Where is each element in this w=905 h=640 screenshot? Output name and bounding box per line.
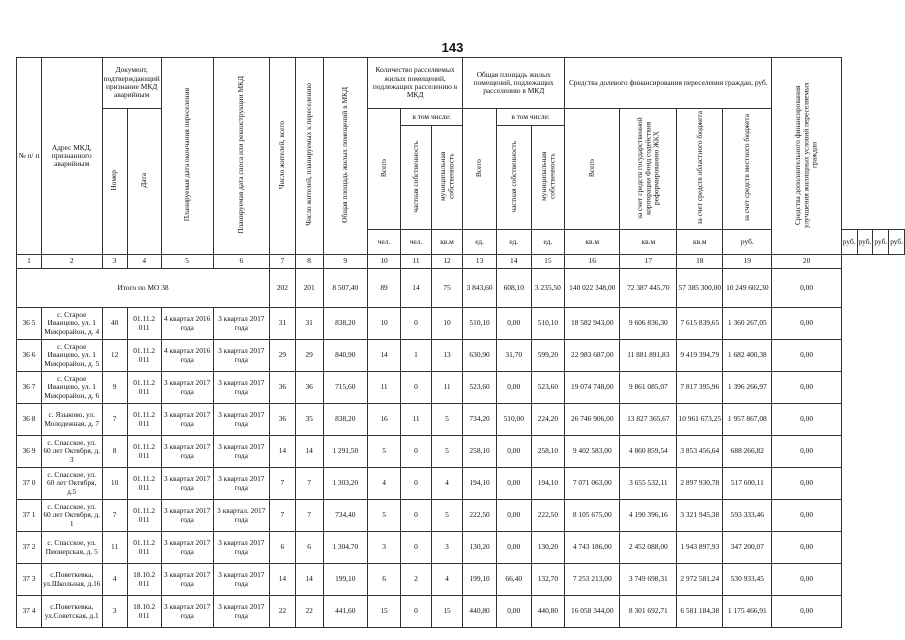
header-total-area: Общая площадь жилых помещений в МКД <box>340 86 350 223</box>
table-cell: 224,20 <box>531 404 565 436</box>
table-row <box>17 500 905 532</box>
table-cell: 14 <box>270 564 296 596</box>
unit-cell: ед. <box>496 230 531 255</box>
table-cell: 16 <box>367 404 400 436</box>
table-cell: 5 <box>367 500 400 532</box>
table-cell: 10 <box>367 308 400 340</box>
table-cell: 10 961 673,25 <box>677 404 723 436</box>
table-row <box>17 308 905 340</box>
table-cell: 3 <box>102 596 127 628</box>
table-cell: 441,60 <box>323 596 367 628</box>
table-cell: 11 <box>431 372 462 404</box>
address-cell: с. Спасское, ул. 60 лет Октября, д. 3 <box>41 436 102 468</box>
table-cell: 14 <box>270 436 296 468</box>
table-cell: 0 <box>401 468 432 500</box>
total-cell: 14 <box>401 269 432 308</box>
table-cell: 1 304,70 <box>323 532 367 564</box>
table-cell: 3 квартал 2017 года <box>161 436 213 468</box>
table-cell: 35 <box>295 404 323 436</box>
total-cell: 89 <box>367 269 400 308</box>
table-cell: 3 квартал 2017 года <box>213 340 270 372</box>
table-cell: 36 <box>295 372 323 404</box>
table-cell: 2 <box>401 564 432 596</box>
table-cell: 7 615 839,65 <box>677 308 723 340</box>
total-cell: 0,00 <box>772 269 841 308</box>
table-cell: 3 квартал 2017 года <box>161 564 213 596</box>
column-number-cell: 1 <box>17 255 42 269</box>
table-cell: 0 <box>401 308 432 340</box>
table-cell: 199,10 <box>323 564 367 596</box>
table-cell: 3 квартал 2017 года <box>213 308 270 340</box>
address-cell: с. Спасское, ул. Пионерская, д. 5 <box>41 532 102 564</box>
address-cell: с.Поветкевка, ул.Советская, д.1 <box>41 596 102 628</box>
total-label: Итого по МО 38 <box>17 269 270 308</box>
table-cell: 37 1 <box>17 500 42 532</box>
header-rooms-municipal: муниципальная собственность <box>437 151 456 201</box>
table-cell: 510,10 <box>463 308 497 340</box>
table-row <box>17 404 905 436</box>
table-cell: 0,00 <box>772 340 841 372</box>
table-cell: 1 682 400,38 <box>723 340 772 372</box>
table-cell: 222,50 <box>531 500 565 532</box>
header-area-including: в том числе: <box>496 109 564 126</box>
table-cell: 347 200,07 <box>723 532 772 564</box>
table-cell: 3 квартал 2017 года <box>161 468 213 500</box>
table-cell: 734,40 <box>323 500 367 532</box>
table-cell: 7 <box>270 468 296 500</box>
table-cell: 36 5 <box>17 308 42 340</box>
resettlement-table <box>16 57 905 628</box>
unit-cell: чел. <box>401 230 432 255</box>
header-planned-resettlement: Планируемая дата окончания переселения <box>181 88 191 222</box>
column-number-cell: 5 <box>161 255 213 269</box>
column-number-cell: 8 <box>295 255 323 269</box>
address-cell: с.Поветкевка, ул.Школьная, д.16 <box>41 564 102 596</box>
table-cell: 18.10.2 011 <box>127 564 161 596</box>
table-cell: 1 175 466,91 <box>723 596 772 628</box>
table-cell: 36 6 <box>17 340 42 372</box>
table-cell: 11 <box>102 532 127 564</box>
address-cell: с. Языково, ул. Молодежная, д. 7 <box>41 404 102 436</box>
table-cell: 9 402 583,00 <box>565 436 620 468</box>
header-area-municipal: муниципальная собственность <box>538 151 556 201</box>
table-cell: 0,00 <box>496 532 531 564</box>
table-cell: 3 квартал 2017 года <box>213 468 270 500</box>
total-cell: 3 235,50 <box>531 269 565 308</box>
table-cell: 4 <box>431 564 462 596</box>
header-rooms-total: Всего <box>378 158 388 177</box>
header-funding-local: за счет средств местного бюджета <box>742 114 752 222</box>
table-cell: 0 <box>401 596 432 628</box>
unit-cell: руб. <box>889 230 905 255</box>
header-rooms-count: Количество расселяемых жилых помещений, подлежащих расселению в МКД <box>367 58 462 109</box>
table-cell: 7 <box>295 468 323 500</box>
table-cell: 5 <box>431 436 462 468</box>
table-cell: 14 <box>367 340 400 372</box>
table-cell: 132,70 <box>531 564 565 596</box>
table-cell: 3 квартал 2017 года <box>213 596 270 628</box>
table-cell: 3 321 945,38 <box>677 500 723 532</box>
column-number-cell: 20 <box>772 255 841 269</box>
unit-cell: руб. <box>841 230 857 255</box>
header-area-total: Всего <box>474 158 484 177</box>
table-cell: 29 <box>270 340 296 372</box>
table-cell: 37 2 <box>17 532 42 564</box>
table-cell: 517 600,11 <box>723 468 772 500</box>
column-numbers-row <box>17 255 905 269</box>
table-cell: 0,00 <box>496 436 531 468</box>
table-cell: 4 <box>102 564 127 596</box>
table-cell: 3 квартал 2017 года <box>213 372 270 404</box>
table-cell: 36 <box>270 404 296 436</box>
table-cell: 9 606 836,30 <box>620 308 677 340</box>
table-cell: 838,20 <box>323 404 367 436</box>
table-cell: 7 253 213,00 <box>565 564 620 596</box>
column-number-cell: 7 <box>270 255 296 269</box>
header-residents-planned: Число жителей, планируемых к переселению <box>304 83 313 227</box>
column-number-cell: 16 <box>565 255 620 269</box>
total-cell: 10 249 602,30 <box>723 269 772 308</box>
table-cell: 5 <box>367 436 400 468</box>
table-cell: 18 582 943,00 <box>565 308 620 340</box>
table-cell: 31 <box>295 308 323 340</box>
header-address: Адрес МКД, признанного аварийным <box>41 58 102 255</box>
table-cell: 0,00 <box>772 436 841 468</box>
table-cell: 14 <box>295 564 323 596</box>
table-cell: 3 <box>367 532 400 564</box>
column-number-cell: 3 <box>102 255 127 269</box>
table-cell: 1 303,20 <box>323 468 367 500</box>
header-funding-fund: за счет средств государственной корпорации Фонд содействия реформированию ЖКХ <box>634 117 661 219</box>
header-additional-funding: Средства дополнительного финансирования улучшения жилищных условий переселяемых граждан <box>793 81 819 228</box>
table-cell: 1 943 897,93 <box>677 532 723 564</box>
header-rooms-including: в том числе: <box>401 109 463 126</box>
table-cell: 0,00 <box>772 468 841 500</box>
unit-cell: чел. <box>367 230 400 255</box>
table-cell: 0,00 <box>772 404 841 436</box>
table-cell: 37 0 <box>17 468 42 500</box>
unit-cell: ед. <box>463 230 497 255</box>
table-cell: 11 <box>367 372 400 404</box>
column-number-cell: 9 <box>323 255 367 269</box>
column-number-cell: 14 <box>496 255 531 269</box>
table-cell: 0,00 <box>496 372 531 404</box>
table-cell: 0 <box>401 372 432 404</box>
table-cell: 4 <box>367 468 400 500</box>
table-cell: 9 <box>102 372 127 404</box>
table-cell: 0,00 <box>496 500 531 532</box>
table-cell: 3 квартал 2017 года <box>213 564 270 596</box>
table-cell: 3 квартал 2017 года <box>161 372 213 404</box>
header-planned-demolition: Планируемая дата сноса или реконструкции МКД <box>236 75 246 234</box>
table-cell: 0,00 <box>772 596 841 628</box>
table-cell: 5 <box>431 404 462 436</box>
table-cell: 7 <box>102 500 127 532</box>
unit-cell: руб. <box>723 230 772 255</box>
table-cell: 8 <box>102 436 127 468</box>
table-cell: 6 <box>367 564 400 596</box>
table-row <box>17 532 905 564</box>
table-cell: 840,90 <box>323 340 367 372</box>
column-number-cell: 2 <box>41 255 102 269</box>
table-cell: 01.11.2 011 <box>127 308 161 340</box>
address-cell: с. Спасское, ул. 60 лет Октября, д. 1 <box>41 500 102 532</box>
table-cell: 1 360 267,05 <box>723 308 772 340</box>
table-cell: 3 <box>431 532 462 564</box>
unit-cell: кв.м <box>620 230 677 255</box>
header-doc-number: Номер <box>109 170 119 191</box>
table-cell: 3 квартал 2017 года <box>161 596 213 628</box>
column-number-cell: 11 <box>401 255 432 269</box>
header-funding-regional: за счет средств областного бюджета <box>694 111 704 225</box>
table-cell: 1 291,50 <box>323 436 367 468</box>
table-cell: 0,00 <box>496 468 531 500</box>
table-cell: 194,10 <box>463 468 497 500</box>
total-cell: 201 <box>295 269 323 308</box>
total-cell: 57 385 300,00 <box>677 269 723 308</box>
unit-cell: кв.м <box>565 230 620 255</box>
total-cell: 608,10 <box>496 269 531 308</box>
table-cell: 15 <box>367 596 400 628</box>
column-number-cell: 4 <box>127 255 161 269</box>
table-cell: 13 <box>431 340 462 372</box>
table-cell: 6 581 184,38 <box>677 596 723 628</box>
table-cell: 36 8 <box>17 404 42 436</box>
table-cell: 194,10 <box>531 468 565 500</box>
total-cell: 202 <box>270 269 296 308</box>
table-cell: 0,00 <box>772 500 841 532</box>
table-cell: 510,10 <box>531 308 565 340</box>
table-cell: 440,80 <box>531 596 565 628</box>
table-cell: 258,10 <box>531 436 565 468</box>
table-cell: 13 827 365,67 <box>620 404 677 436</box>
table-cell: 6 <box>295 532 323 564</box>
unit-cell: руб. <box>857 230 873 255</box>
table-cell: 9 419 394,79 <box>677 340 723 372</box>
header-doc-date-cell <box>127 109 161 255</box>
column-number-cell: 17 <box>620 255 677 269</box>
table-cell: 7 817 395,96 <box>677 372 723 404</box>
page-number: 143 <box>441 40 464 55</box>
address-cell: с. Старое Иванцево, ул. 1 Микрорайон, д. 5 <box>41 340 102 372</box>
table-cell: 01.11.2 011 <box>127 532 161 564</box>
table-cell: 01.11.2 011 <box>127 500 161 532</box>
table-cell: 16 058 344,00 <box>565 596 620 628</box>
table-cell: 11 <box>401 404 432 436</box>
table-row <box>17 436 905 468</box>
table-row <box>17 596 905 628</box>
table-cell: 4 190 396,16 <box>620 500 677 532</box>
header-area-resettled: Общая площадь жилых помещений, подлежащих расселению в МКД <box>463 58 565 109</box>
table-cell: 31 <box>270 308 296 340</box>
table-cell: 29 <box>295 340 323 372</box>
table-cell: 5 <box>431 500 462 532</box>
header-doc-date: Дата <box>139 172 149 188</box>
table-cell: 222,50 <box>463 500 497 532</box>
table-cell: 0 <box>401 436 432 468</box>
table-cell: 7 <box>295 500 323 532</box>
table-cell: 37 3 <box>17 564 42 596</box>
table-cell: 40 <box>102 308 127 340</box>
table-cell: 7 071 063,00 <box>565 468 620 500</box>
table-cell: 8 301 692,71 <box>620 596 677 628</box>
table-cell: 130,20 <box>463 532 497 564</box>
table-cell: 15 <box>431 596 462 628</box>
table-row <box>17 340 905 372</box>
table-cell: 3 квартал. 2017 года <box>213 500 270 532</box>
total-cell: 8 507,40 <box>323 269 367 308</box>
column-number-cell: 13 <box>463 255 497 269</box>
table-cell: 0,00 <box>772 564 841 596</box>
table-cell: 4 <box>431 468 462 500</box>
table-cell: 2 897 930,78 <box>677 468 723 500</box>
table-cell: 36 7 <box>17 372 42 404</box>
table-cell: 01.11.2 011 <box>127 468 161 500</box>
table-cell: 4 743 186,00 <box>565 532 620 564</box>
table-cell: 6 <box>270 532 296 564</box>
table-cell: 37 4 <box>17 596 42 628</box>
table-cell: 01.11.2 011 <box>127 340 161 372</box>
table-cell: 0 <box>401 532 432 564</box>
header-funding-total: Всего <box>587 158 597 177</box>
total-cell: 72 387 445,70 <box>620 269 677 308</box>
table-cell: 3 квартал 2017 года <box>161 404 213 436</box>
table-cell: 26 746 906,00 <box>565 404 620 436</box>
table-cell: 0 <box>401 500 432 532</box>
table-row <box>17 564 905 596</box>
table-cell: 01.11.2 011 <box>127 372 161 404</box>
table-cell: 734,20 <box>463 404 497 436</box>
table-cell: 3 квартал 2017 года <box>161 532 213 564</box>
table-cell: 510,00 <box>496 404 531 436</box>
table-cell: 599,20 <box>531 340 565 372</box>
total-cell: 75 <box>431 269 462 308</box>
table-cell: 12 <box>102 340 127 372</box>
column-number-cell: 12 <box>431 255 462 269</box>
table-cell: 0,00 <box>496 596 531 628</box>
table-cell: 0,00 <box>772 372 841 404</box>
column-number-cell: 10 <box>367 255 400 269</box>
table-cell: 66,40 <box>496 564 531 596</box>
unit-cell: ед. <box>531 230 565 255</box>
table-cell: 22 <box>295 596 323 628</box>
table-cell: 688 266,82 <box>723 436 772 468</box>
header-residents-total: Число жителей, всего <box>277 120 287 189</box>
header-doc-number-cell <box>102 109 127 255</box>
table-cell: 4 860 859,54 <box>620 436 677 468</box>
table-cell: 1 <box>401 340 432 372</box>
unit-cell: кв.м <box>431 230 462 255</box>
table-row <box>17 468 905 500</box>
table-cell: 715,60 <box>323 372 367 404</box>
address-cell: с. Старое Иванцево, ул. 1 Микрорайон, д. 4 <box>41 308 102 340</box>
table-cell: 3 квартал 2017 года <box>161 500 213 532</box>
header-document: Документ, подтверждающий признание МКД аварийным <box>102 58 161 109</box>
table-cell: 3 749 698,31 <box>620 564 677 596</box>
table-cell: 14 <box>295 436 323 468</box>
table-cell: 01.11.2 011 <box>127 436 161 468</box>
table-cell: 838,20 <box>323 308 367 340</box>
header-number: № п/ п <box>17 58 42 255</box>
unit-cell: кв.м <box>677 230 723 255</box>
column-number-cell: 19 <box>723 255 772 269</box>
table-cell: 7 <box>270 500 296 532</box>
total-cell: 140 022 348,00 <box>565 269 620 308</box>
table-cell: 3 квартал 2017 года <box>213 404 270 436</box>
table-cell: 130,20 <box>531 532 565 564</box>
table-cell: 18.10.2 011 <box>127 596 161 628</box>
table-cell: 0,00 <box>772 532 841 564</box>
table-cell: 440,80 <box>463 596 497 628</box>
table-cell: 530 933,45 <box>723 564 772 596</box>
table-cell: 523,60 <box>463 372 497 404</box>
table-cell: 01.11.2 011 <box>127 404 161 436</box>
table-cell: 258,10 <box>463 436 497 468</box>
column-number-cell: 15 <box>531 255 565 269</box>
table-cell: 8 105 675,00 <box>565 500 620 532</box>
unit-cell: руб. <box>873 230 889 255</box>
table-cell: 22 <box>270 596 296 628</box>
header-funding: Средства долевого финансирования переселения граждан, руб. <box>565 58 772 109</box>
column-number-cell: 6 <box>213 255 270 269</box>
table-row <box>17 372 905 404</box>
table-cell: 22 983 687,00 <box>565 340 620 372</box>
table-cell: 4 квартал 2016 года <box>161 340 213 372</box>
table-cell: 7 <box>102 404 127 436</box>
table-cell: 31,70 <box>496 340 531 372</box>
header-rooms-private: частная собственность <box>410 140 420 213</box>
table-cell: 10 <box>431 308 462 340</box>
table-cell: 1 396 266,97 <box>723 372 772 404</box>
total-row <box>17 269 905 308</box>
table-cell: 523,60 <box>531 372 565 404</box>
table-cell: 199,10 <box>463 564 497 596</box>
column-number-cell: 18 <box>677 255 723 269</box>
header-area-private: частная собственность <box>508 140 518 213</box>
table-cell: 3 655 532,11 <box>620 468 677 500</box>
table-cell: 4 квартал 2016 года <box>161 308 213 340</box>
table-cell: 10 <box>102 468 127 500</box>
table-cell: 11 881 891,83 <box>620 340 677 372</box>
table-cell: 2 452 088,00 <box>620 532 677 564</box>
table-cell: 0,00 <box>772 308 841 340</box>
table-cell: 2 972 581,24 <box>677 564 723 596</box>
table-cell: 0,00 <box>496 308 531 340</box>
table-cell: 3 853 456,64 <box>677 436 723 468</box>
table-cell: 3 квартал 2017 года <box>213 532 270 564</box>
address-cell: с. Спасское, ул. 60 лет Октября, д.5 <box>41 468 102 500</box>
table-cell: 9 861 085,07 <box>620 372 677 404</box>
table-cell: 593 333,46 <box>723 500 772 532</box>
table-cell: 19 074 748,00 <box>565 372 620 404</box>
table-cell: 1 957 867,08 <box>723 404 772 436</box>
table-cell: 36 9 <box>17 436 42 468</box>
table-cell: 630,90 <box>463 340 497 372</box>
address-cell: с. Старое Иванцево, ул. 1 Микрорайон, д. 6 <box>41 372 102 404</box>
total-cell: 3 843,60 <box>463 269 497 308</box>
table-cell: 3 квартал 2017 года <box>213 436 270 468</box>
table-cell: 36 <box>270 372 296 404</box>
